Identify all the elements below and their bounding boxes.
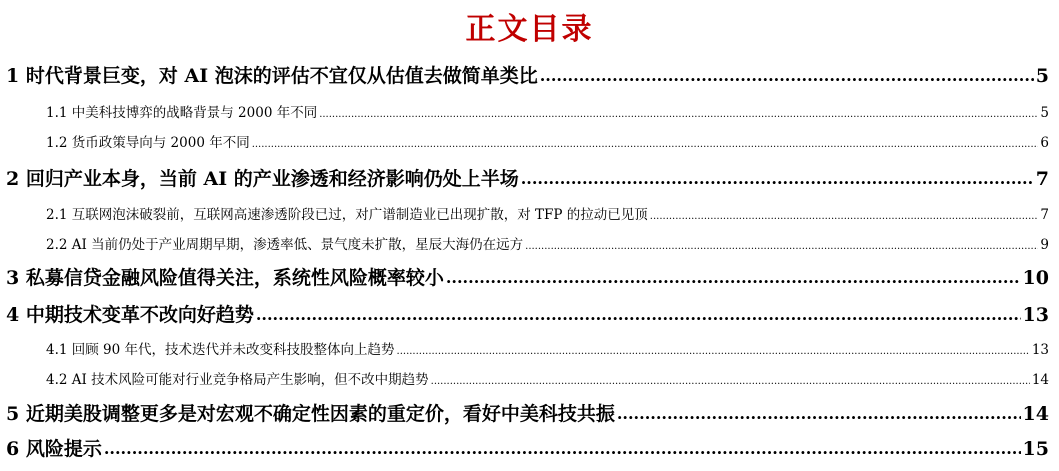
dot-leader xyxy=(319,107,1038,123)
toc-page-number: 13 xyxy=(1022,304,1049,326)
toc-entry-text: 1 时代背景巨变，对 AI 泡沫的评估不宜仅从估值去做简单类比 xyxy=(6,65,538,87)
toc-page-number: 7 xyxy=(1040,207,1049,223)
dot-leader xyxy=(617,401,1021,427)
toc-entry-1[interactable] xyxy=(6,63,1049,89)
toc-entry-2[interactable] xyxy=(6,166,1049,192)
toc-entry-4-2[interactable] xyxy=(46,370,1049,390)
toc-entry-text: 4.1 回顾 90 年代，技术迭代并未改变科技股整体向上趋势 xyxy=(46,342,395,358)
toc-page-number: 14 xyxy=(1022,403,1049,425)
dot-leader xyxy=(256,302,1021,328)
toc-entry-6[interactable] xyxy=(6,436,1049,462)
toc-entry-2-1[interactable] xyxy=(46,205,1049,225)
toc-page-number: 14 xyxy=(1031,372,1049,388)
toc-entry-2-2[interactable] xyxy=(46,235,1049,255)
toc-entry-text: 1.1 中美科技博弈的战略背景与 2000 年不同 xyxy=(46,105,318,121)
toc-entry-1-1[interactable] xyxy=(46,103,1049,123)
toc-entry-text: 2 回归产业本身，当前 AI 的产业渗透和经济影响仍处上半场 xyxy=(6,168,519,190)
toc-entry-5[interactable] xyxy=(6,401,1049,427)
toc-title: 正文目录 xyxy=(465,12,594,47)
toc-entry-text: 6 风险提示 xyxy=(6,438,102,460)
dot-leader xyxy=(525,239,1038,255)
dot-leader xyxy=(104,436,1021,462)
dot-leader xyxy=(397,344,1030,360)
toc-page-number: 13 xyxy=(1031,342,1049,358)
dot-leader xyxy=(431,374,1030,390)
toc-entry-text: 3 私募信贷金融风险值得关注，系统性风险概率较小 xyxy=(6,267,444,289)
toc-page-number: 10 xyxy=(1022,267,1049,289)
toc-page-number: 5 xyxy=(1035,65,1049,87)
toc-entry-3[interactable] xyxy=(6,265,1049,291)
toc-page-number: 5 xyxy=(1040,105,1049,121)
toc-page-number: 9 xyxy=(1040,237,1049,253)
toc-entry-4[interactable] xyxy=(6,302,1049,328)
toc-entry-text: 1.2 货币政策导向与 2000 年不同 xyxy=(46,135,250,151)
toc-page-number: 7 xyxy=(1035,168,1049,190)
toc-entry-text: 5 近期美股调整更多是对宏观不确定性因素的重定价，看好中美科技共振 xyxy=(6,403,615,425)
toc-entry-text: 4.2 AI 技术风险可能对行业竞争格局产生影响，但不改中期趋势 xyxy=(46,372,429,388)
dot-leader xyxy=(650,209,1039,225)
dot-leader xyxy=(252,137,1039,153)
toc-page-number: 15 xyxy=(1022,438,1049,460)
toc-entry-4-1[interactable] xyxy=(46,340,1049,360)
toc-entry-text: 4 中期技术变革不改向好趋势 xyxy=(6,304,254,326)
toc-page-number: 6 xyxy=(1040,135,1049,151)
toc-entry-1-2[interactable] xyxy=(46,133,1049,153)
toc-entry-text: 2.2 AI 当前仍处于产业周期早期，渗透率低、景气度未扩散，星辰大海仍在远方 xyxy=(46,237,524,253)
toc-entry-text: 2.1 互联网泡沫破裂前，互联网高速渗透阶段已过，对广谱制造业已出现扩散，对 TFP 的拉动已见顶 xyxy=(46,207,648,223)
dot-leader xyxy=(540,63,1034,89)
dot-leader xyxy=(521,166,1034,192)
dot-leader xyxy=(446,265,1021,291)
